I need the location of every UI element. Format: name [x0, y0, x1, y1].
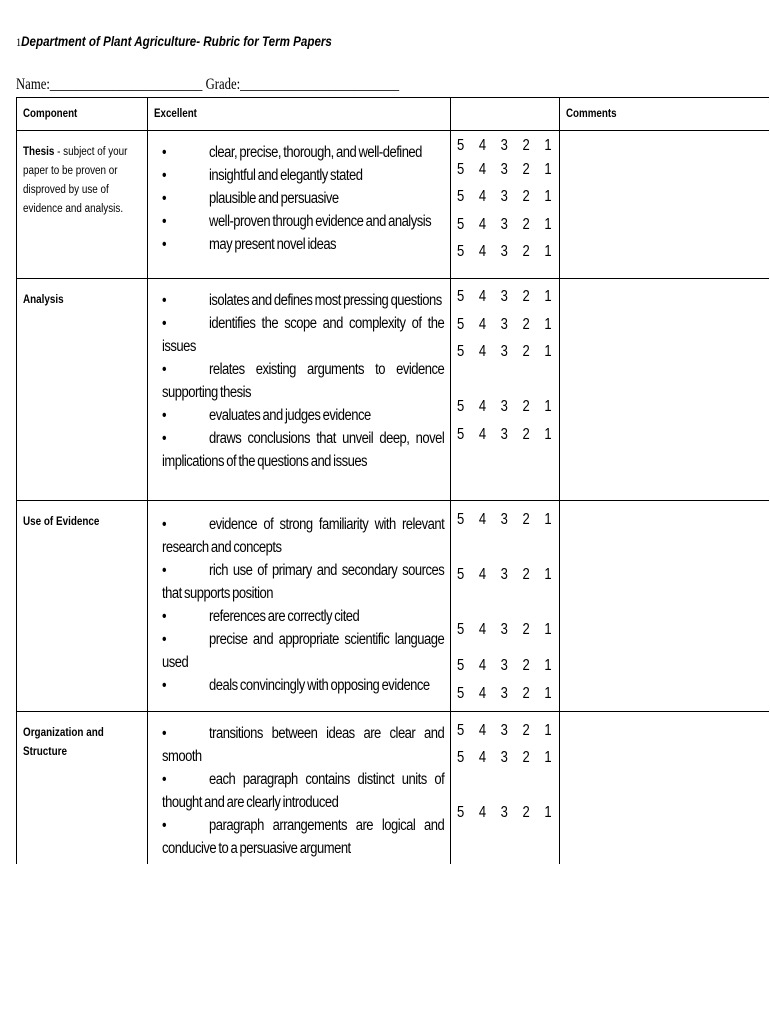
component-cell — [17, 501, 148, 712]
score-option: 4 — [478, 657, 487, 674]
criterion-text: evaluates and judges evidence — [209, 407, 371, 424]
score-option: 5 — [457, 398, 465, 415]
score-option: 4 — [478, 511, 487, 528]
score-option: 5 — [457, 621, 465, 638]
name-label: Name: — [16, 76, 50, 93]
bullet-icon: • — [162, 725, 167, 742]
score-option: 2 — [522, 685, 530, 702]
criterion-item — [162, 404, 444, 427]
criterion-item — [162, 559, 444, 605]
criterion-item — [162, 210, 444, 233]
bullet-icon: • — [162, 631, 167, 648]
score-option: 1 — [544, 188, 552, 205]
criterion-text: each paragraph contains distinct units of thought and are clearly introduced — [162, 771, 445, 811]
table-row — [17, 501, 769, 712]
score-option: 4 — [478, 621, 487, 638]
title-text: Department of Plant Agriculture- Rubric for Term Papers — [21, 34, 332, 49]
criterion-item — [162, 233, 444, 256]
grade-blank: _________________________ — [240, 76, 400, 93]
score-scale — [457, 804, 566, 822]
score-scale — [457, 288, 566, 306]
score-scale — [457, 216, 566, 234]
bullet-icon: • — [162, 167, 167, 184]
score-option: 4 — [478, 398, 487, 415]
score-option: 4 — [478, 188, 487, 205]
score-scale — [457, 343, 566, 361]
score-option: 1 — [544, 621, 552, 638]
criterion-text: may present novel ideas — [209, 236, 337, 253]
criterion-item — [162, 722, 444, 768]
score-option: 1 — [544, 243, 552, 260]
comments-cell — [560, 131, 769, 279]
score-scale — [457, 749, 566, 767]
bullet-icon: • — [162, 771, 167, 788]
component-cell — [17, 712, 148, 864]
score-cell — [451, 279, 560, 501]
criterion-item — [162, 289, 444, 312]
score-option: 3 — [500, 566, 508, 583]
bullet-icon: • — [162, 562, 167, 579]
bullet-icon: • — [162, 361, 167, 378]
score-option: 2 — [522, 288, 530, 305]
score-option: 1 — [544, 216, 552, 233]
comments-cell — [560, 712, 769, 864]
score-option: 3 — [500, 621, 508, 638]
score-option: 3 — [500, 749, 508, 766]
score-option: 2 — [522, 343, 530, 360]
criterion-text: references are correctly cited — [209, 608, 360, 625]
component-name: Organization and Structure — [23, 727, 104, 758]
score-option: 3 — [500, 161, 508, 178]
table-row — [17, 131, 769, 279]
score-option: 2 — [522, 188, 530, 205]
criterion-item — [162, 164, 444, 187]
score-scale — [457, 426, 566, 444]
criterion-text: rich use of primary and secondary sources that supports position — [162, 562, 445, 602]
criterion-item — [162, 187, 444, 210]
score-option: 4 — [478, 243, 487, 260]
bullet-icon: • — [162, 236, 167, 253]
component-name: Thesis — [23, 146, 55, 158]
score-option: 4 — [478, 685, 487, 702]
score-option: 2 — [522, 657, 530, 674]
score-option: 5 — [457, 288, 465, 305]
score-option: 2 — [522, 511, 530, 528]
score-option: 5 — [457, 685, 465, 702]
score-scale — [457, 137, 566, 155]
score-option: 2 — [522, 804, 530, 821]
bullet-icon: • — [162, 608, 167, 625]
component-name: Analysis — [23, 294, 64, 306]
score-option: 5 — [457, 566, 465, 583]
score-option: 2 — [522, 216, 530, 233]
score-option: 3 — [500, 343, 508, 360]
score-option: 4 — [478, 426, 487, 443]
component-description: - subject of your paper to be proven or disproved by use of evidence and analysis. — [23, 146, 128, 215]
score-option: 5 — [457, 511, 465, 528]
score-scale — [457, 188, 566, 206]
bullet-icon: • — [162, 213, 167, 230]
score-cell — [451, 501, 560, 712]
score-option: 4 — [478, 161, 487, 178]
score-option: 5 — [457, 243, 465, 260]
criterion-text: relates existing arguments to evidence supporting thesis — [162, 361, 445, 401]
score-option: 2 — [522, 749, 530, 766]
score-option: 1 — [544, 804, 552, 821]
score-option: 1 — [544, 137, 552, 154]
bullet-icon: • — [162, 315, 167, 332]
score-option: 3 — [500, 188, 508, 205]
score-option: 1 — [544, 398, 552, 415]
score-option: 5 — [457, 161, 465, 178]
grade-label: Grade: — [205, 76, 241, 93]
score-option: 3 — [500, 722, 508, 739]
score-option: 1 — [544, 316, 552, 333]
score-option: 2 — [522, 426, 530, 443]
component-header: Component — [17, 98, 148, 131]
score-option: 4 — [478, 316, 487, 333]
score-option: 3 — [500, 316, 508, 333]
score-scale — [457, 316, 566, 334]
score-option: 3 — [500, 657, 508, 674]
component-cell — [17, 131, 148, 279]
score-option: 4 — [478, 804, 487, 821]
table-row — [17, 279, 769, 501]
score-option: 1 — [544, 511, 552, 528]
criterion-item — [162, 814, 444, 860]
criterion-item — [162, 513, 444, 559]
bullet-icon: • — [162, 144, 167, 161]
score-option: 5 — [457, 804, 465, 821]
score-option: 4 — [478, 343, 487, 360]
criterion-text: deals convincingly with opposing evidence — [209, 677, 430, 694]
score-option: 3 — [500, 398, 508, 415]
score-scale — [457, 161, 566, 179]
name-blank: ________________________ — [49, 76, 203, 93]
score-scale — [457, 685, 566, 703]
score-option: 1 — [544, 685, 552, 702]
criteria-cell — [148, 279, 451, 501]
criterion-item — [162, 427, 444, 473]
score-option: 4 — [478, 566, 487, 583]
score-option: 5 — [457, 216, 465, 233]
criterion-item — [162, 628, 444, 674]
score-option: 3 — [500, 243, 508, 260]
score-option: 5 — [457, 137, 465, 154]
criterion-text: insightful and elegantly stated — [209, 167, 363, 184]
score-header — [451, 98, 560, 131]
rubric-table — [16, 97, 769, 864]
score-option: 5 — [457, 657, 465, 674]
bullet-icon: • — [162, 190, 167, 207]
score-option: 2 — [522, 137, 530, 154]
document-title — [16, 34, 332, 50]
component-cell — [17, 279, 148, 501]
criterion-text: evidence of strong familiarity with relevant research and concepts — [162, 516, 445, 556]
score-option: 3 — [500, 426, 508, 443]
bullet-icon: • — [162, 407, 167, 424]
score-option: 5 — [457, 749, 465, 766]
criterion-text: paragraph arrangements are logical and conducive to a persuasive argument — [162, 817, 445, 857]
component-name: Use of Evidence — [23, 516, 100, 528]
score-option: 4 — [478, 288, 487, 305]
score-option: 5 — [457, 426, 465, 443]
criterion-text: precise and appropriate scientific language used — [162, 631, 445, 671]
score-option: 1 — [544, 288, 552, 305]
score-option: 1 — [544, 657, 552, 674]
criterion-text: identifies the scope and complexity of the issues — [162, 315, 445, 355]
excellent-header: Excellent — [148, 98, 451, 131]
score-option: 3 — [500, 511, 508, 528]
score-option: 5 — [457, 188, 465, 205]
criteria-cell — [148, 501, 451, 712]
score-option: 3 — [500, 804, 508, 821]
score-scale — [457, 722, 566, 740]
criterion-item — [162, 768, 444, 814]
bullet-icon: • — [162, 677, 167, 694]
comments-cell — [560, 501, 769, 712]
criterion-text: well-proven through evidence and analysis — [209, 213, 432, 230]
score-option: 1 — [544, 566, 552, 583]
score-option: 3 — [500, 288, 508, 305]
table-row — [17, 712, 769, 864]
score-option: 1 — [544, 161, 552, 178]
bullet-icon: • — [162, 292, 167, 309]
score-cell — [451, 712, 560, 864]
score-option: 2 — [522, 243, 530, 260]
score-option: 5 — [457, 722, 465, 739]
comments-header: Comments — [560, 98, 769, 131]
criterion-item — [162, 605, 444, 628]
page-number: 1 — [16, 35, 22, 49]
score-cell — [451, 131, 560, 279]
score-option: 1 — [544, 722, 552, 739]
score-option: 1 — [544, 343, 552, 360]
criterion-item — [162, 141, 444, 164]
score-option: 3 — [500, 137, 508, 154]
score-scale — [457, 621, 566, 639]
score-option: 4 — [478, 216, 487, 233]
name-grade-line — [16, 76, 399, 94]
score-scale — [457, 243, 566, 261]
score-option: 2 — [522, 722, 530, 739]
score-option: 1 — [544, 426, 552, 443]
criteria-cell — [148, 712, 451, 864]
criterion-item — [162, 674, 444, 697]
score-option: 4 — [478, 137, 487, 154]
score-option: 2 — [522, 161, 530, 178]
comments-cell — [560, 279, 769, 501]
criterion-text: clear, precise, thorough, and well-defined — [209, 144, 422, 161]
score-option: 3 — [500, 685, 508, 702]
score-scale — [457, 566, 566, 584]
score-option: 2 — [522, 566, 530, 583]
bullet-icon: • — [162, 430, 167, 447]
criterion-text: isolates and defines most pressing questions — [209, 292, 442, 309]
criterion-item — [162, 358, 444, 404]
score-option: 2 — [522, 316, 530, 333]
score-option: 5 — [457, 316, 465, 333]
bullet-icon: • — [162, 516, 167, 533]
score-option: 2 — [522, 621, 530, 638]
score-option: 5 — [457, 343, 465, 360]
score-scale — [457, 511, 566, 529]
score-scale — [457, 398, 566, 416]
score-scale — [457, 657, 566, 675]
score-option: 3 — [500, 216, 508, 233]
criteria-cell — [148, 131, 451, 279]
criterion-text: transitions between ideas are clear and smooth — [162, 725, 445, 765]
score-option: 4 — [478, 722, 487, 739]
bullet-icon: • — [162, 817, 167, 834]
score-option: 1 — [544, 749, 552, 766]
criterion-text: plausible and persuasive — [209, 190, 339, 207]
criterion-text: draws conclusions that unveil deep, novel implications of the questions and issues — [162, 430, 445, 470]
score-option: 2 — [522, 398, 530, 415]
table-header-row — [17, 98, 769, 131]
criterion-item — [162, 312, 444, 358]
score-option: 4 — [478, 749, 487, 766]
